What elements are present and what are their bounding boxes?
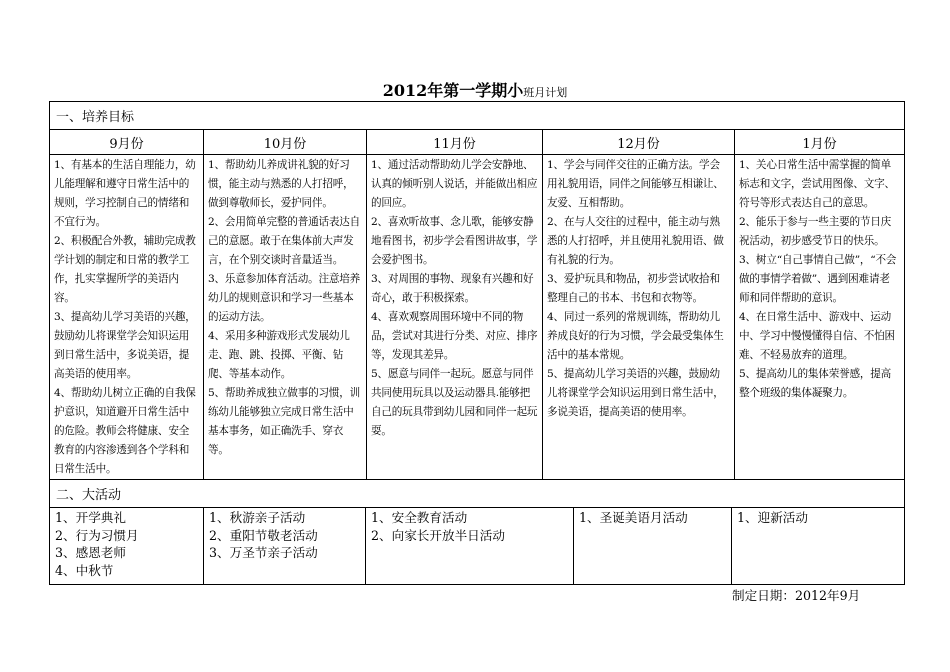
goal-cell — [204, 155, 367, 480]
goal-item: 1、通过活动帮助幼儿学会安静地、认真的倾听别人说话，并能做出相应的回应。 — [371, 159, 538, 209]
activity-item: 1、圣诞美语月活动 — [579, 510, 688, 525]
goal-item: 3、乐意参加体育活动。注意培养幼儿的规则意识和学习一些基本的运动方法。 — [208, 273, 361, 323]
activity-item: 4、中秋节 — [55, 562, 114, 578]
goals-row — [50, 155, 905, 480]
plan-table — [49, 101, 905, 508]
goal-item: 1、关心日常生活中需掌握的简单标志和文字，尝试用图像、文字、符号等形式表达自己的意思。 — [739, 159, 895, 209]
activities-section-header: 二、大活动 — [50, 480, 905, 508]
activity-item: 3、感恩老师 — [55, 545, 126, 560]
activity-cell — [366, 508, 574, 585]
goal-cell — [50, 155, 204, 480]
goal-cell — [735, 155, 905, 480]
goal-item: 5、帮助养成独立做事的习惯，训练幼儿能够独立完成日常生活中基本事务，如正确洗手、穿衣等。 — [208, 387, 361, 456]
activity-item: 1、安全教育活动 — [371, 510, 468, 525]
goal-item: 1、有基本的生活自理能力，幼儿能理解和遵守日常生活中的规则，学习控制自己的情绪和不宜行为。 — [54, 159, 196, 228]
goal-item: 2、在与人交往的过程中，能主动与熟悉的人打招呼，并且使用礼貌用语、做有礼貌的行为。 — [547, 216, 724, 266]
goal-item: 3、树立“自己事情自己做”，“不会做的事情学着做”、遇到困难请老师和同伴帮助的意识。 — [739, 254, 897, 304]
title-sub: 班月计划 — [523, 86, 568, 99]
activity-item: 2、向家长开放半日活动 — [371, 527, 505, 543]
footer-date: 制定日期：2012年9月 — [732, 588, 861, 603]
goal-cell — [367, 155, 543, 480]
goal-item: 5、提高幼儿学习美语的兴趣，鼓励幼儿将课堂学会知识运用到日常生活中，多说美语，提高美语的使用率。 — [547, 368, 724, 418]
month-header: 12月份 — [543, 130, 735, 155]
goal-item: 2、积极配合外教，辅助完成教学计划的制定和日常的教学工作，扎实掌握所学的美语内容。 — [54, 235, 196, 304]
activity-item: 1、迎新活动 — [737, 510, 808, 525]
month-header-row — [50, 130, 905, 155]
goal-item: 3、爱护玩具和物品，初步尝试收拾和整理自己的书本、书包和衣物等。 — [547, 273, 720, 304]
activity-item: 1、开学典礼 — [55, 510, 126, 525]
goal-item: 4、同过一系列的常规训练，帮助幼儿养成良好的行为习惯，学会最受集体生活中的基本常规。 — [547, 311, 724, 361]
goal-item: 1、学会与同伴交往的正确方法。学会用礼貌用语，同伴之间能够互相谦让、友爱、互相帮助。 — [547, 159, 724, 209]
month-header: 10月份 — [204, 130, 367, 155]
activity-item: 2、重阳节敬老活动 — [209, 527, 318, 543]
goal-item: 5、提高幼儿的集体荣誉感，提高整个班级的集体凝聚力。 — [739, 368, 892, 399]
goal-item: 4、在日常生活中、游戏中、运动中、学习中慢慢懂得自信、不怕困难、不轻易放弃的道理。 — [739, 311, 895, 361]
month-header: 9月份 — [50, 130, 204, 155]
goal-item: 2、会用简单完整的普通话表达自己的意愿。敢于在集体前大声发言，在个别交谈时音量适当。 — [208, 216, 361, 266]
page-title — [0, 78, 950, 101]
goal-item: 2、能乐于参与一些主要的节日庆祝活动，初步感受节日的快乐。 — [739, 216, 892, 247]
goal-item: 4、喜欢观察周围环境中不同的物品，尝试对其进行分类、对应、排序等，发现其差异。 — [371, 311, 538, 361]
goal-item: 4、采用多种游戏形式发展幼儿走、跑、跳、投掷、平衡、钻爬、等基本动作。 — [208, 330, 350, 380]
activities-row — [50, 508, 905, 585]
activity-cell — [204, 508, 366, 585]
goal-item: 2、喜欢听故事、念儿歌，能够安静地看图书，初步学会看图讲故事，学会爱护图书。 — [371, 216, 538, 266]
goal-item: 5、愿意与同伴一起玩。愿意与同伴共同使用玩具以及运动器具.能够把自己的玩具带到幼儿园和同伴一起玩耍。 — [371, 368, 538, 437]
activities-table — [49, 507, 905, 585]
goal-item: 1、帮助幼儿养成讲礼貌的好习惯，能主动与熟悉的人打招呼，做到尊敬师长，爱护同伴。 — [208, 159, 354, 209]
activity-item: 1、秋游亲子活动 — [209, 510, 306, 525]
activity-item: 3、万圣节亲子活动 — [209, 545, 318, 560]
month-header: 11月份 — [367, 130, 543, 155]
activity-item: 2、行为习惯月 — [55, 527, 139, 543]
title-main: 2012年第一学期小 — [382, 81, 524, 100]
goals-section-header: 一、培养目标 — [50, 102, 905, 130]
goal-item: 4、帮助幼儿树立正确的自我保护意识，知道避开日常生活中的危险。教师会将健康、安全教育的内容渗透到各个学科和日常生活中。 — [54, 387, 196, 475]
activity-cell — [50, 508, 204, 585]
month-header: 1月份 — [735, 130, 905, 155]
goal-item: 3、对周围的事物、现象有兴趣和好奇心，敢于积极探索。 — [371, 273, 534, 304]
goal-item: 3、提高幼儿学习美语的兴趣，鼓励幼儿将课堂学会知识运用到日常生活中，多说美语，提高美语的使用率。 — [54, 311, 196, 380]
goal-cell — [543, 155, 735, 480]
activity-cell — [732, 508, 905, 585]
activity-cell — [574, 508, 732, 585]
